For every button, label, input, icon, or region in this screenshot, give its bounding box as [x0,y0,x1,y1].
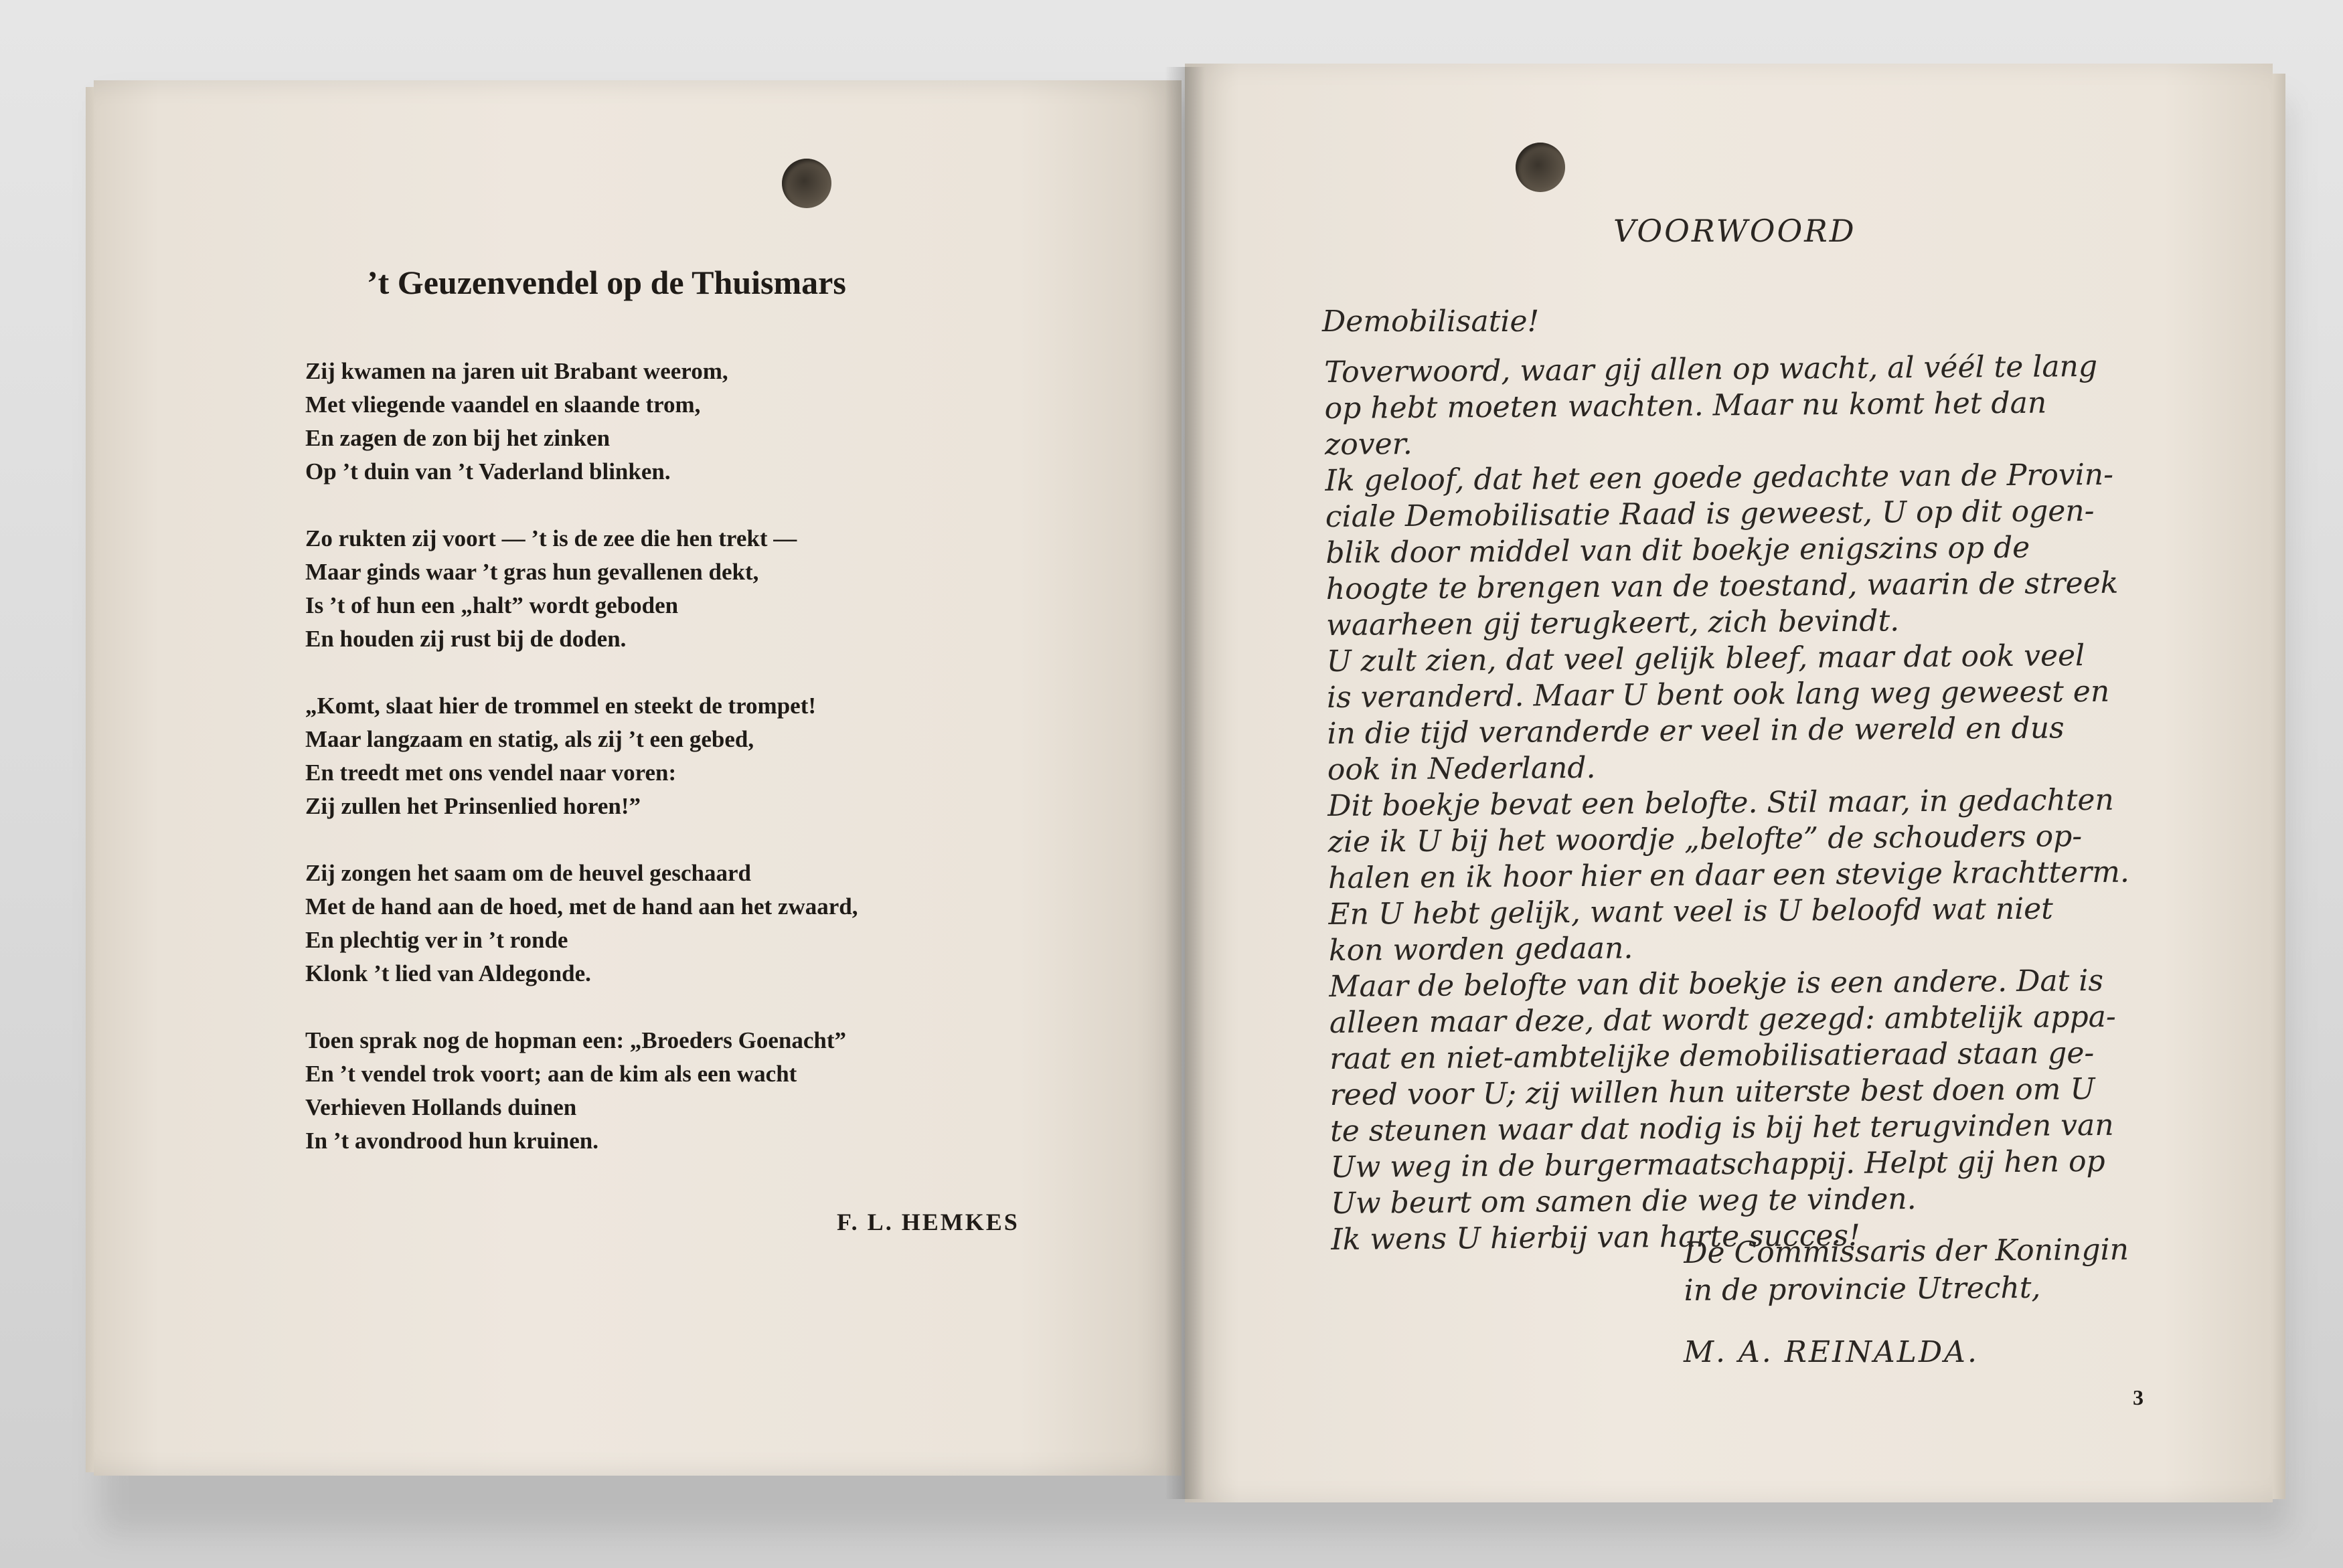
poem-line: Maar langzaam en statig, als zij ’t een gebed, [305,726,754,752]
foreword-salutation: Demobilisatie! [1322,304,1540,339]
poem [305,355,1075,1191]
foreword-line: Ik wens U hierbij van harte succes! [1331,1218,1860,1257]
foreword-line: reed voor U; zij willen hun uiterste best doen om U [1329,1071,2095,1112]
foreword-line: in die tijd veranderde er veel in de wereld en dus [1327,711,2065,751]
foreword-line: blik door middel van dit boekje enigszins op de [1325,530,2030,570]
foreword-line: Maar de belofte van dit boekje is een andere. Dat is [1329,963,2104,1004]
poem-line: En treedt met ons vendel naar voren: [305,760,677,786]
poem-line: Op ’t duin van ’t Vaderland blinken. [305,458,671,485]
foreword-line: Ik geloof, dat het een goede gedachte van de Provin- [1325,457,2114,498]
signature-block [1684,1231,2129,1310]
poem-line: En ’t vendel trok voort; aan de kim als een wacht [305,1061,797,1087]
stanza-5 [305,1024,1075,1158]
foreword-line: Dit boekje bevat een belofte. Stil maar, in gedachten [1327,782,2114,823]
foreword-line: En U hebt gelijk, want veel is U beloofd wat niet [1328,891,2054,932]
foreword-line: te steunen waar dat nodig is bij het terugvinden van [1329,1108,2114,1148]
foreword-line: is veranderd. Maar U bent ook lang weg geweest en [1326,674,2110,715]
booklet-spine [1165,67,1205,1499]
signer-name: M. A. REINALDA. [1684,1335,1979,1369]
foreword-title: VOORWOORD [1613,213,1856,249]
foreword-line: U zult zien, dat veel gelijk bleef, maar dat ook veel [1326,638,2085,679]
poem-title: ’t Geuzenvendel op de Thuismars [367,264,846,301]
foreword-line: raat en niet-ambtelijke demobilisatieraad staan ge- [1329,1035,2095,1076]
poem-line: Is ’t of hun een „halt” wordt geboden [305,592,679,618]
stanza-2 [305,522,1075,656]
poem-line: Zij zullen het Prinsenlied horen!” [305,793,641,819]
foreword-line: waarheen gij terugkeert, zich bevindt. [1325,604,1900,642]
poem-line: Zij kwamen na jaren uit Brabant weerom, [305,358,728,384]
poem-line: En zagen de zon bij het zinken [305,425,611,451]
foreword-line: op hebt moeten wachten. Maar nu komt het dan [1324,385,2047,426]
stanza-4 [305,857,1075,990]
foreword-line: halen en ik hoor hier en daar een stevige krachtterm. [1327,855,2130,895]
stanza-1 [305,355,1075,489]
foreword-line: ook in Nederland. [1327,750,1596,787]
poem-line: Klonk ’t lied van Aldegonde. [305,960,591,986]
poem-line: Met vliegende vaandel en slaande trom, [305,391,701,418]
signature-line: in de provincie Utrecht, [1684,1270,2041,1308]
foreword-line: zie ik U bij het woordje „belofte” de schouders op- [1327,819,2083,859]
poem-line: En houden zij rust bij de doden. [305,626,627,652]
stanza-3 [305,689,1075,823]
poem-line: En plechtig ver in ’t ronde [305,927,568,953]
foreword-line: hoogte te brengen van de toestand, waarin de streek [1325,565,2119,606]
poem-line: Maar ginds waar ’t gras hun gevallenen dekt, [305,559,759,585]
foreword-line: kon worden gedaan. [1328,931,1633,968]
poem-line: Toen sprak nog de hopman een: „Broeders Goenacht” [305,1027,846,1053]
foreword-line: zover. [1324,426,1413,462]
foreword-line: alleen maar deze, dat wordt gezegd: ambtelijk appa- [1329,999,2116,1040]
page-number: 3 [2133,1385,2144,1409]
foreword-line: Uw weg in de burgermaatschappij. Helpt gij hen op [1330,1144,2105,1185]
foreword-body [1324,348,2148,1258]
poem-line: In ’t avondrood hun kruinen. [305,1128,598,1154]
signature-line: De Commissaris der Koningin [1684,1232,2129,1270]
poem-author: F. L. HEMKES [837,1209,1020,1235]
foreword-line: ciale Demobilisatie Raad is geweest, U op dit ogen- [1325,493,2095,534]
poem-line: Zij zongen het saam om de heuvel geschaard [305,860,751,886]
punch-hole-left [782,159,831,208]
foreword-line: Toverwoord, waar gij allen op wacht, al véél te lang [1324,349,2098,389]
foreword-line: Uw beurt om samen die weg te vinden. [1330,1182,1917,1221]
poem-line: Zo rukten zij voort — ’t is de zee die hen trekt — [305,525,797,551]
punch-hole-right [1516,143,1565,192]
poem-line: Verhieven Hollands duinen [305,1094,577,1120]
poem-line: „Komt, slaat hier de trommel en steekt de trompet! [305,693,817,719]
poem-line: Met de hand aan de hoed, met de hand aan het zwaard, [305,893,858,920]
